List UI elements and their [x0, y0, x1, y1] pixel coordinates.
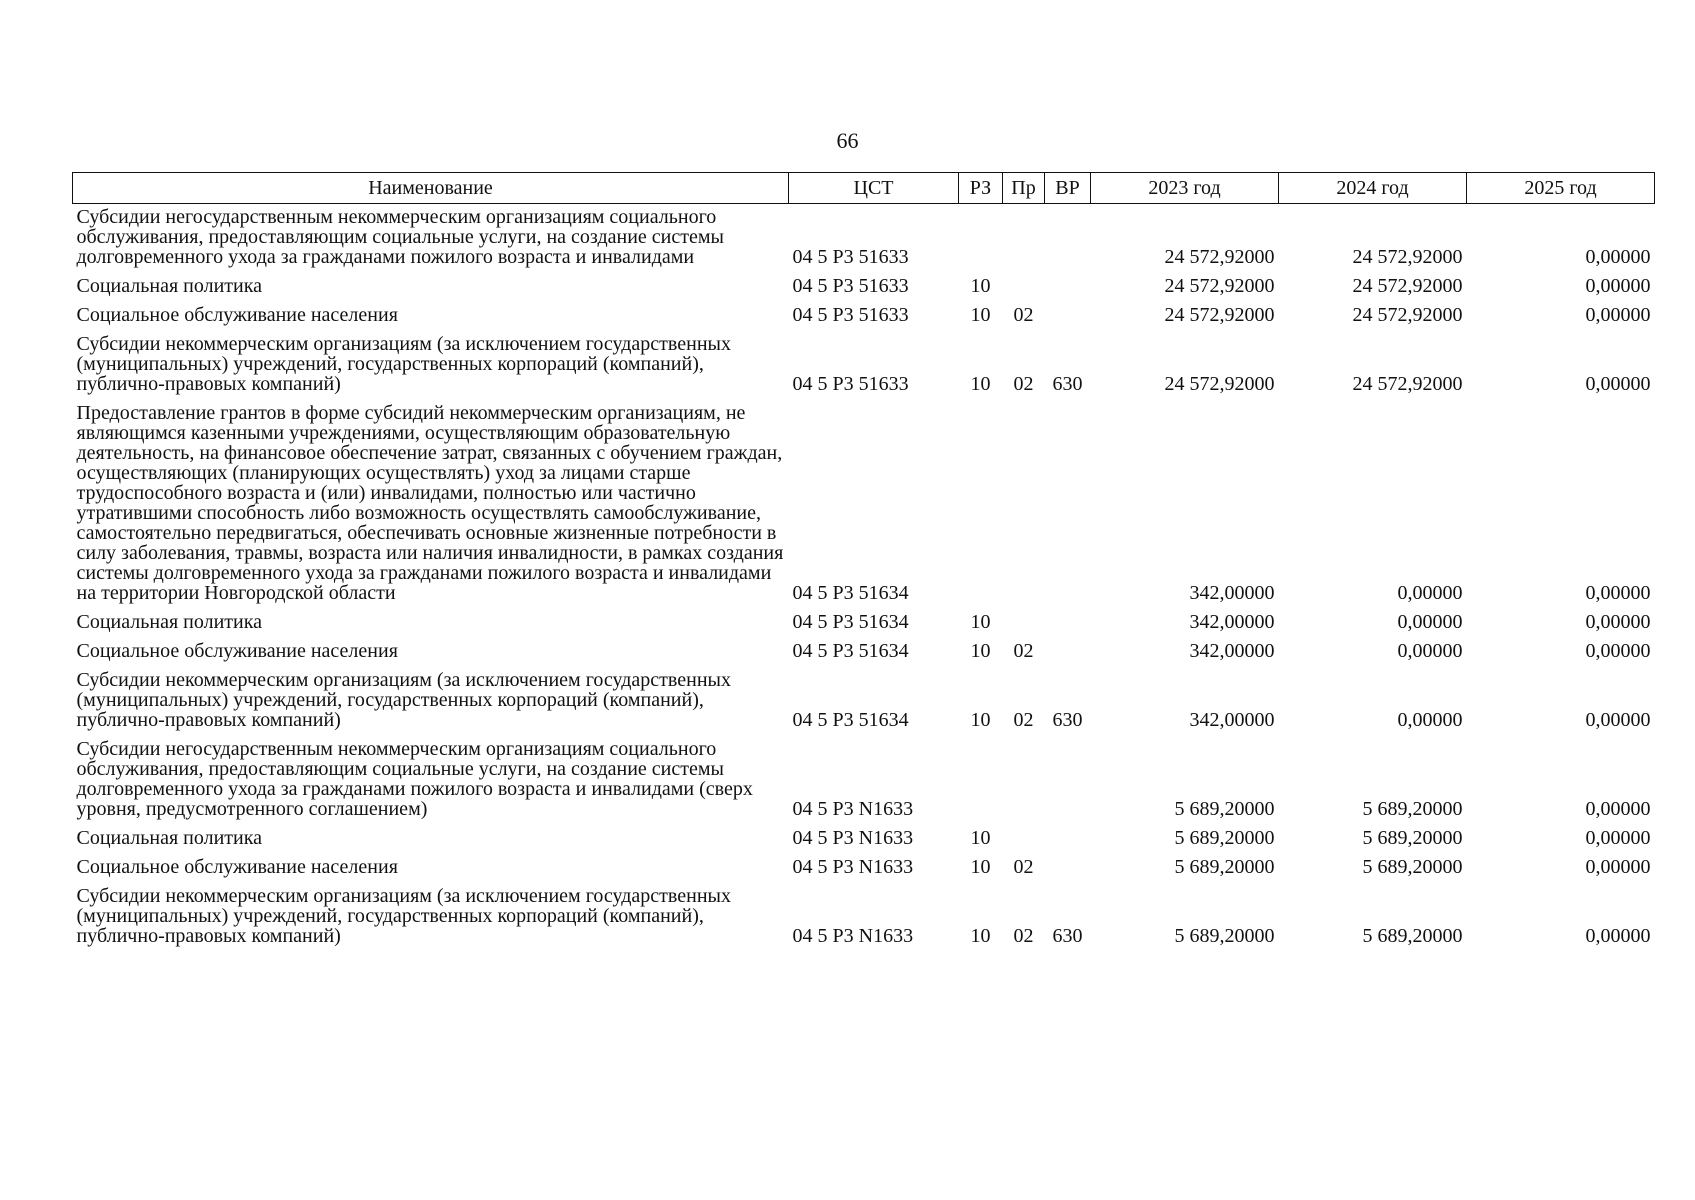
row-2023: 342,00000	[1189, 709, 1275, 731]
row-pr: 02	[1013, 640, 1034, 662]
table-row	[73, 667, 1655, 736]
row-2025: 0,00000	[1585, 925, 1651, 947]
row-2024: 0,00000	[1397, 611, 1463, 633]
row-2024: 5 689,20000	[1362, 856, 1463, 878]
row-rz: 10	[970, 827, 991, 849]
table-row	[73, 204, 1655, 274]
row-pr: 02	[1013, 709, 1034, 731]
row-pr: 02	[1013, 856, 1034, 878]
row-2024: 0,00000	[1397, 709, 1463, 731]
row-cst: 04 5 Р3 51634	[792, 582, 909, 604]
header-2024: 2024 год	[1279, 173, 1467, 204]
row-name: Социальное обслуживание населения	[76, 304, 398, 326]
row-2023: 342,00000	[1189, 640, 1275, 662]
table-header-row	[73, 173, 1655, 204]
row-pr: 02	[1013, 304, 1034, 326]
row-2025: 0,00000	[1585, 582, 1651, 604]
row-cst: 04 5 Р3 51634	[792, 640, 909, 662]
row-rz: 10	[970, 925, 991, 947]
row-cst: 04 5 Р3 51634	[792, 709, 909, 731]
row-2025: 0,00000	[1585, 373, 1651, 395]
row-2023: 5 689,20000	[1174, 827, 1275, 849]
row-2024: 24 572,92000	[1352, 246, 1463, 268]
row-name: Субсидии некоммерческим организациям (за исключением государственных (муниципальных) учреждений, государственных корпораций (компаний), публично-правовых компаний)	[76, 885, 731, 947]
row-name: Социальная политика	[76, 611, 263, 633]
row-name: Предоставление грантов в форме субсидий некоммерческим организациям, не являющимся казенными учреждениями, осуществляющим образовательную деятельность, на финансовое обеспечение затрат, связанных с обучением граждан, осуществляющих (планирующих осуществлять) уход за лицами старше трудоспособного возраста и (или) инвалидами, полностью или частично утратившими способность либо возможность осуществлять самообслуживание, самостоятельно передвигаться, обеспечивать основные жизненные потребности в силу заболевания, травмы, возраста или наличия инвалидности, в рамках создания системы долговременного ухода за гражданами пожилого возраста и инвалидами на территории Новгородской области	[76, 402, 784, 604]
row-rz: 10	[970, 640, 991, 662]
table-row	[73, 638, 1655, 667]
row-rz	[959, 400, 1003, 609]
header-2023: 2023 год	[1091, 173, 1279, 204]
row-2023: 24 572,92000	[1164, 275, 1275, 297]
header-cst: ЦСТ	[789, 173, 959, 204]
row-vr	[1045, 736, 1091, 825]
row-vr	[1045, 638, 1091, 667]
row-rz: 10	[970, 709, 991, 731]
row-cst: 04 5 Р3 N1633	[792, 827, 914, 849]
row-2023: 24 572,92000	[1164, 246, 1275, 268]
row-pr	[1003, 825, 1045, 854]
row-2024: 5 689,20000	[1362, 798, 1463, 820]
row-2024: 0,00000	[1397, 582, 1463, 604]
row-cst: 04 5 Р3 51633	[792, 246, 909, 268]
budget-table	[72, 172, 1655, 952]
row-2023: 5 689,20000	[1174, 925, 1275, 947]
row-2025: 0,00000	[1585, 611, 1651, 633]
row-2025: 0,00000	[1585, 304, 1651, 326]
row-2023: 342,00000	[1189, 582, 1275, 604]
row-pr	[1003, 273, 1045, 302]
table-row	[73, 302, 1655, 331]
header-pr: Пр	[1003, 173, 1045, 204]
row-vr	[1045, 273, 1091, 302]
table-row	[73, 854, 1655, 883]
row-cst: 04 5 Р3 51634	[792, 611, 909, 633]
row-2023: 5 689,20000	[1174, 856, 1275, 878]
row-2025: 0,00000	[1585, 856, 1651, 878]
row-vr	[1045, 302, 1091, 331]
row-2025: 0,00000	[1585, 275, 1651, 297]
row-2024: 24 572,92000	[1352, 275, 1463, 297]
row-pr: 02	[1013, 373, 1034, 395]
row-pr: 02	[1013, 925, 1034, 947]
row-cst: 04 5 Р3 N1633	[792, 798, 914, 820]
row-2023: 342,00000	[1189, 611, 1275, 633]
row-name: Социальное обслуживание населения	[76, 640, 398, 662]
row-vr	[1045, 854, 1091, 883]
row-name: Социальное обслуживание населения	[76, 856, 398, 878]
row-rz: 10	[970, 275, 991, 297]
row-pr	[1003, 204, 1045, 274]
row-2025: 0,00000	[1585, 827, 1651, 849]
row-rz: 10	[970, 856, 991, 878]
row-rz	[959, 736, 1003, 825]
row-2024: 24 572,92000	[1352, 304, 1463, 326]
page-number: 66	[836, 128, 859, 153]
table-row	[73, 273, 1655, 302]
row-pr	[1003, 609, 1045, 638]
table-row	[73, 609, 1655, 638]
table-row	[73, 331, 1655, 400]
row-cst: 04 5 Р3 51633	[792, 304, 909, 326]
row-cst: 04 5 Р3 51633	[792, 275, 909, 297]
row-2024: 24 572,92000	[1352, 373, 1463, 395]
row-name: Социальная политика	[76, 827, 263, 849]
row-2025: 0,00000	[1585, 798, 1651, 820]
row-2025: 0,00000	[1585, 640, 1651, 662]
row-name: Субсидии некоммерческим организациям (за исключением государственных (муниципальных) учреждений, государственных корпораций (компаний), публично-правовых компаний)	[76, 669, 731, 731]
header-vr: ВР	[1045, 173, 1091, 204]
table-row	[73, 736, 1655, 825]
row-pr	[1003, 400, 1045, 609]
row-cst: 04 5 Р3 N1633	[792, 925, 914, 947]
table-row	[73, 400, 1655, 609]
row-2025: 0,00000	[1585, 246, 1651, 268]
row-2023: 24 572,92000	[1164, 373, 1275, 395]
row-name: Субсидии негосударственным некоммерческим организациям социального обслуживания, предоставляющим социальные услуги, на создание системы долговременного ухода за гражданами пожилого возраста и инвалидами	[76, 206, 724, 268]
row-rz: 10	[970, 611, 991, 633]
row-cst: 04 5 Р3 N1633	[792, 856, 914, 878]
row-rz	[959, 204, 1003, 274]
row-name: Субсидии некоммерческим организациям (за исключением государственных (муниципальных) учреждений, государственных корпораций (компаний), публично-правовых компаний)	[76, 333, 731, 395]
row-vr	[1045, 400, 1091, 609]
row-cst: 04 5 Р3 51633	[792, 373, 909, 395]
row-2023: 24 572,92000	[1164, 304, 1275, 326]
row-rz: 10	[970, 304, 991, 326]
row-2024: 0,00000	[1397, 640, 1463, 662]
row-2024: 5 689,20000	[1362, 827, 1463, 849]
table-row	[73, 883, 1655, 952]
row-vr	[1045, 609, 1091, 638]
header-name: Наименование	[73, 173, 789, 204]
header-2025: 2025 год	[1467, 173, 1655, 204]
row-2023: 5 689,20000	[1174, 798, 1275, 820]
row-rz: 10	[970, 373, 991, 395]
row-2025: 0,00000	[1585, 709, 1651, 731]
row-2024: 5 689,20000	[1362, 925, 1463, 947]
row-vr	[1045, 825, 1091, 854]
row-vr: 630	[1052, 373, 1083, 395]
row-pr	[1003, 736, 1045, 825]
header-rz: РЗ	[959, 173, 1003, 204]
row-name: Социальная политика	[76, 275, 263, 297]
row-name: Субсидии негосударственным некоммерческим организациям социального обслуживания, предоставляющим социальные услуги, на создание системы долговременного ухода за гражданами пожилого возраста и инвалидами (сверх уровня, предусмотренного соглашением)	[76, 738, 753, 820]
row-vr: 630	[1052, 709, 1083, 731]
row-vr: 630	[1052, 925, 1083, 947]
table-row	[73, 825, 1655, 854]
row-vr	[1045, 204, 1091, 274]
